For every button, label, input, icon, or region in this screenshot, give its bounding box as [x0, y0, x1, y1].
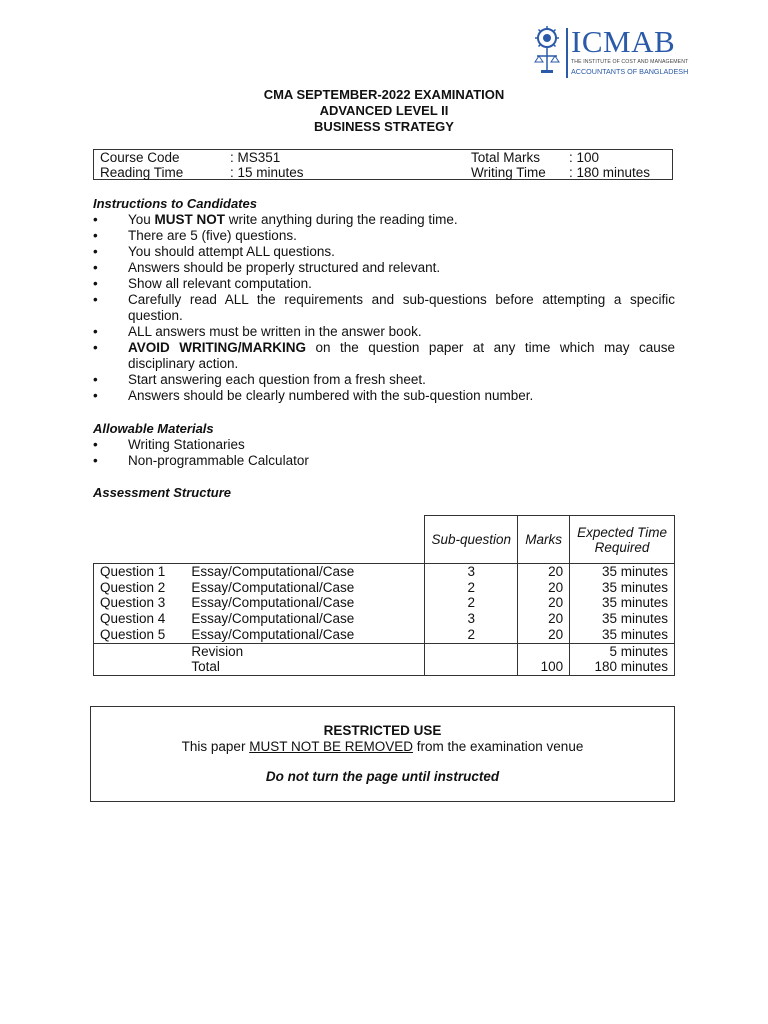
instruction-item: • There are 5 (five) questions.	[93, 228, 675, 244]
reading-time-value: : 15 minutes	[230, 165, 304, 180]
total-marks-value: : 100	[569, 150, 600, 165]
instruction-item: • Answers should be clearly numbered with the sub-question number.	[93, 388, 675, 404]
question-label: Question 3	[94, 595, 186, 611]
instruction-item: • Answers should be properly structured and relevant.	[93, 260, 675, 276]
logo-subtitle-line2: ACCOUNTANTS OF BANGLADESH	[571, 67, 689, 76]
time-value: 35 minutes	[570, 595, 675, 611]
header-time: Expected Time Required	[570, 516, 675, 564]
restricted-notice: Do not turn the page until instructed	[265, 769, 500, 784]
exam-title-line1: CMA SEPTEMBER-2022 EXAMINATION	[263, 87, 505, 102]
restricted-title: RESTRICTED USE	[323, 723, 442, 738]
question-label: Question 1	[94, 564, 186, 580]
marks-value: 20	[518, 595, 570, 611]
icmab-logo	[533, 24, 689, 84]
question-label: Question 5	[94, 627, 186, 643]
materials-list	[93, 437, 675, 469]
marks-value: 20	[518, 564, 570, 580]
question-type: Essay/Computational/Case	[191, 611, 355, 627]
material-item: • Non-programmable Calculator	[93, 453, 675, 469]
instruction-item: • Carefully read ALL the requirements and sub-questions before attempting a specific question.	[93, 292, 675, 324]
marks-value: 20	[518, 611, 570, 627]
subquestion-count: 3	[425, 611, 518, 627]
question-label: Question 4	[94, 611, 186, 627]
table-row	[94, 564, 675, 580]
table-row	[94, 627, 675, 643]
table-row	[94, 580, 675, 596]
subquestion-count: 2	[425, 580, 518, 596]
marks-value: 20	[518, 627, 570, 643]
materials-heading: Allowable Materials	[93, 421, 214, 436]
subquestion-count: 2	[425, 627, 518, 643]
total-marks: 100	[518, 659, 570, 675]
exam-level: ADVANCED LEVEL II	[319, 103, 449, 118]
question-type: Essay/Computational/Case	[185, 564, 424, 580]
total-label: Total	[185, 659, 424, 675]
question-type: Essay/Computational/Case	[191, 579, 355, 595]
time-value: 35 minutes	[570, 564, 675, 580]
total-row	[94, 659, 675, 675]
exam-subject: BUSINESS STRATEGY	[314, 119, 454, 134]
time-value: 35 minutes	[570, 580, 675, 596]
table-row	[94, 595, 675, 611]
total-time: 180 minutes	[570, 659, 675, 675]
subquestion-count: 3	[425, 564, 518, 580]
course-code-label: Course Code	[100, 150, 180, 165]
revision-row	[94, 643, 675, 659]
total-marks-label: Total Marks	[471, 150, 541, 165]
table-row	[94, 611, 675, 627]
assessment-table	[93, 515, 675, 676]
time-value: 35 minutes	[570, 627, 675, 643]
instruction-item: • You MUST NOT write anything during the reading time.	[93, 212, 675, 228]
subquestion-count: 2	[425, 595, 518, 611]
restricted-line: This paper MUST NOT BE REMOVED from the examination venue	[181, 739, 584, 754]
question-type: Essay/Computational/Case	[191, 595, 355, 611]
revision-label: Revision	[185, 643, 424, 659]
writing-time-label: Writing Time	[471, 165, 546, 180]
material-item: • Writing Stationaries	[93, 437, 675, 453]
course-code-value: : MS351	[230, 150, 281, 165]
logo-wordmark: ICMAB	[571, 24, 676, 59]
exam-title	[0, 87, 768, 135]
revision-time: 5 minutes	[570, 643, 675, 659]
instruction-item: • Show all relevant computation.	[93, 276, 675, 292]
icmab-emblem-icon	[533, 26, 561, 78]
reading-time-label: Reading Time	[100, 165, 184, 180]
table-header-row	[94, 516, 675, 564]
restricted-use-box	[90, 706, 675, 802]
logo-divider	[566, 28, 568, 78]
question-label: Question 2	[94, 580, 186, 596]
writing-time-value: : 180 minutes	[569, 165, 651, 180]
header-marks: Marks	[518, 516, 570, 564]
question-type: Essay/Computational/Case	[191, 626, 355, 642]
instruction-item: • AVOID WRITING/MARKING on the question paper at any time which may cause disciplinary action.	[93, 340, 675, 372]
instructions-heading: Instructions to Candidates	[93, 196, 257, 211]
instruction-item: • Start answering each question from a fresh sheet.	[93, 372, 675, 388]
instruction-item: • You should attempt ALL questions.	[93, 244, 675, 260]
instructions-list	[93, 212, 675, 404]
instruction-item: • ALL answers must be written in the answer book.	[93, 324, 675, 340]
course-info-box	[93, 149, 673, 180]
logo-subtitle-line1: THE INSTITUTE OF COST AND MANAGEMENT	[571, 59, 689, 65]
header-subquestion: Sub-question	[425, 516, 518, 564]
marks-value: 20	[518, 580, 570, 596]
time-value: 35 minutes	[570, 611, 675, 627]
assessment-heading: Assessment Structure	[93, 485, 231, 500]
